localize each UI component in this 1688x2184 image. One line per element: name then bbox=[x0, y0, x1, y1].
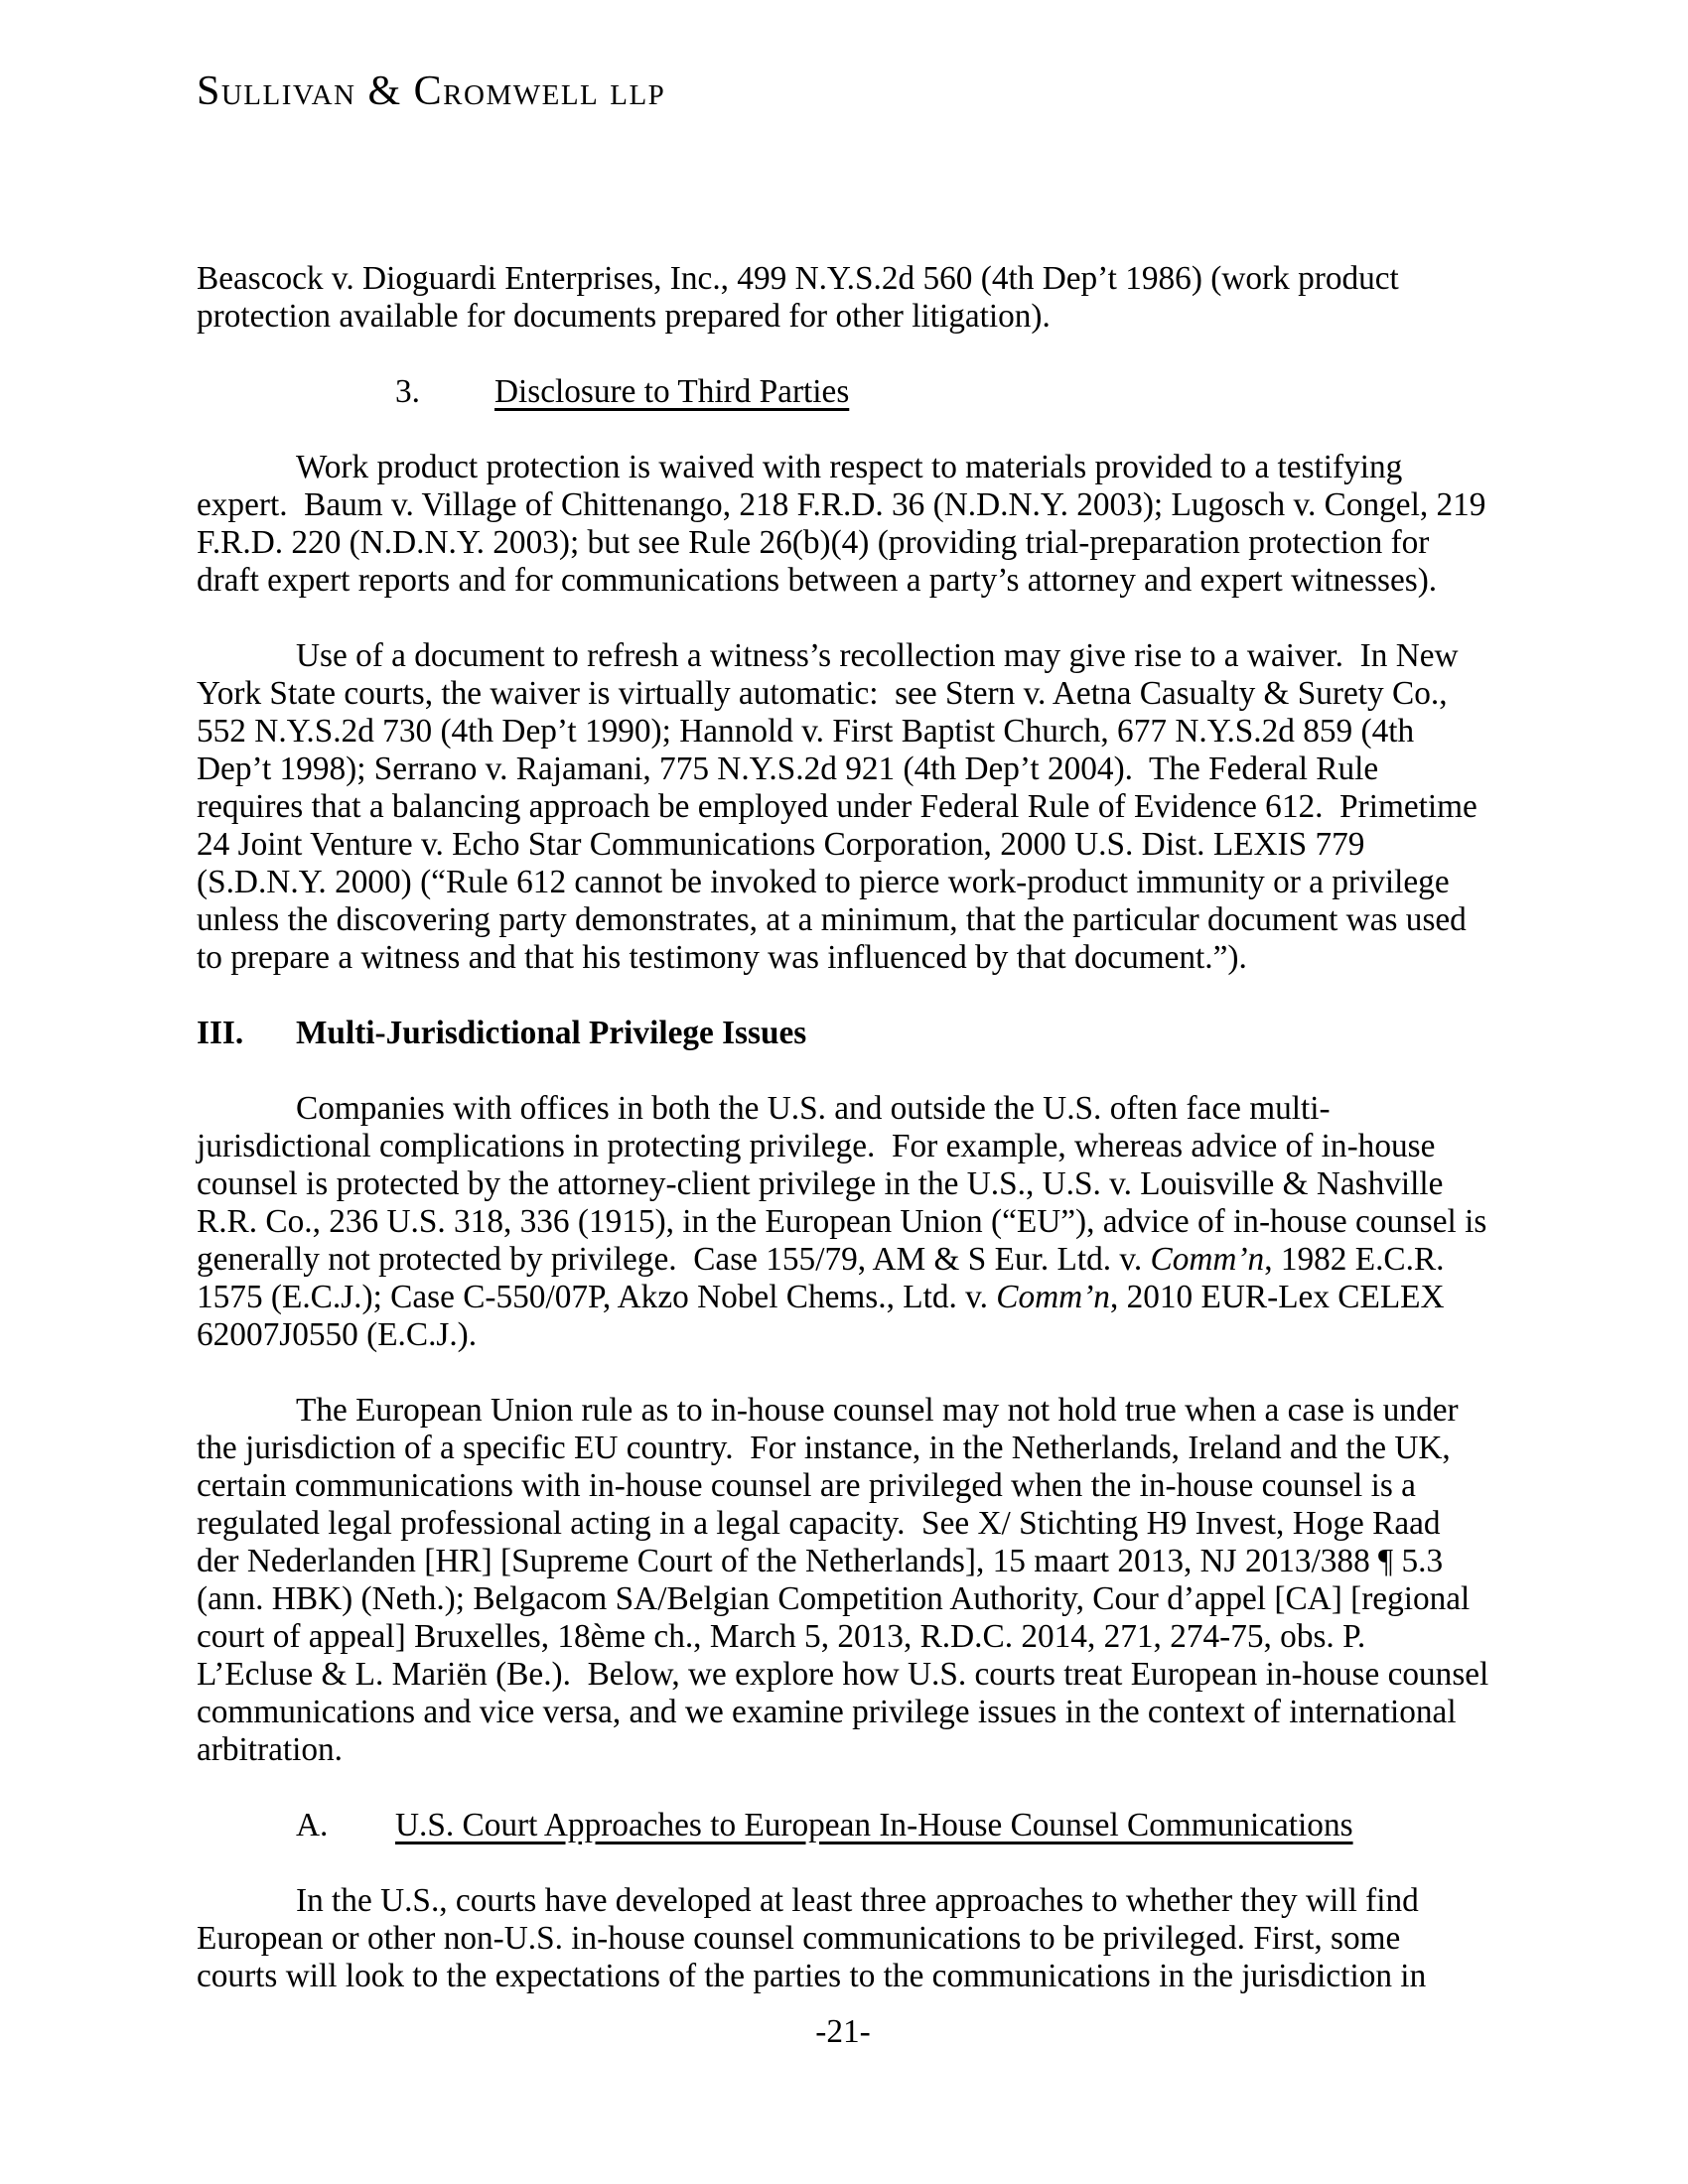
heading-number: A. bbox=[296, 1807, 329, 1843]
paragraph bbox=[197, 260, 1489, 336]
heading-number: III. bbox=[197, 1015, 244, 1051]
firm-suffix: llp bbox=[610, 68, 666, 114]
case-citation-italic: Comm’n bbox=[1150, 1241, 1265, 1278]
text-run: Companies with offices in both the U.S. and outside the U.S. often face multi-jurisdictional complications in protecting privilege. For example, whereas advice of in-house counsel is protected by the attorney-client privilege in the U.S., U.S. v. Louisville & Nashville R.R. Co., 236 U.S. 318, 336 (1915), in the European Union (“EU”), advice of in-house counsel is generally not protected by privilege. Case 155/79, AM & S Eur. Ltd. v. bbox=[197, 1090, 1495, 1278]
text-run: , 2010 EUR-Lex CELEX 62007J0550 (E.C.J.). bbox=[197, 1279, 1453, 1353]
heading-label: Disclosure to Third Parties bbox=[494, 373, 850, 410]
text-run: Use of a document to refresh a witness’s recollection may give rise to a waiver. In New York State courts, the waiver is virtually automatic: see Stern v. Aetna Casualty & Surety Co., 552 N.Y.S.2d 730 (4th Dep’t 1990); Hannold v. First Baptist Church, 677 N.Y.S.2d 859 (4th Dep’t 1998); Serrano v. Rajamani, 775 N.Y.S.2d 921 (4th Dep’t 2004). The Federal Rule requires that a balancing approach be employed under Federal Rule of Evidence 612. Primetime 24 Joint Venture v. Echo Star Communications Corporation, 2000 U.S. Dist. LEXIS 779 (S.D.N.Y. 2000) (“Rule 612 cannot be invoked to pierce work-product immunity or a privilege unless the discovering party demonstrates, at a minimum, that the particular document was used to prepare a witness and that his testimony was influenced by that document.”). bbox=[197, 637, 1486, 976]
letterhead bbox=[197, 68, 665, 115]
text-run: Work product protection is waived with respect to materials provided to a testifying expert. Baum v. Village of Chittenango, 218 F.R.D. 36 (N.D.N.Y. 2003); Lugosch v. Congel, 219 F.R.D. 220 (N.D.N.Y. 2003); but see Rule 26(b)(4) (providing trial-preparation protection for draft expert reports and for communications between a party’s attorney and expert witnesses). bbox=[197, 449, 1494, 599]
heading-label: U.S. Court Approaches to European In-House Counsel Communications bbox=[395, 1807, 1353, 1843]
heading-number: 3. bbox=[395, 373, 420, 410]
page-number: -21- bbox=[815, 2013, 871, 2050]
case-citation-italic: Comm’n bbox=[996, 1279, 1110, 1315]
heading-label: Multi-Jurisdictional Privilege Issues bbox=[296, 1015, 807, 1051]
paragraph bbox=[197, 1392, 1497, 1769]
document-body bbox=[197, 260, 1497, 2033]
paragraph bbox=[197, 449, 1494, 600]
firm-name: Sullivan & Cromwell bbox=[197, 68, 600, 114]
text-run: The European Union rule as to in-house counsel may not hold true when a case is under the jurisdiction of a specific EU country. For instance, in the Netherlands, Ireland and the UK, certain communications with in-house counsel are privileged when the in-house counsel is a regulated legal professional acting in a legal capacity. See X/ Stichting H9 Invest, Hoge Raad der Nederlanden [HR] [Supreme Court of the Netherlands], 15 maart 2013, NJ 2013/388 ¶ 5.3 (ann. HBK) (Neth.); Belgacom SA/Belgian Competition Authority, Cour d’appel [CA] [regional court of appeal] Bruxelles, 18ème ch., March 5, 2013, R.D.C. 2014, 271, 274-75, obs. P. L’Ecluse & L. Mariën (Be.). Below, we explore how U.S. courts treat European in-house counsel communications and vice versa, and we examine privilege issues in the context of international arbitration. bbox=[197, 1392, 1497, 1768]
text-run: , 1982 E.C.R. 1575 (E.C.J.); Case C-550/07P, Akzo Nobel Chems., Ltd. v. bbox=[197, 1241, 1453, 1315]
heading-a bbox=[197, 1807, 1489, 1844]
paragraph bbox=[197, 1090, 1495, 1354]
paragraph bbox=[197, 1882, 1489, 1995]
paragraph bbox=[197, 637, 1489, 977]
heading-3 bbox=[197, 373, 1489, 411]
text-run: Beascock v. Dioguardi Enterprises, Inc., 499 N.Y.S.2d 560 (4th Dep’t 1986) (work product protection available for documents prepared for other litigation). bbox=[197, 260, 1408, 335]
text-run: In the U.S., courts have developed at least three approaches to whether they will find European or other non-U.S. in-house counsel communications to be privileged. First, some courts will look to the expectations of the parties to the communications in the jurisdiction in bbox=[197, 1882, 1428, 1994]
heading-iii bbox=[197, 1015, 1489, 1052]
